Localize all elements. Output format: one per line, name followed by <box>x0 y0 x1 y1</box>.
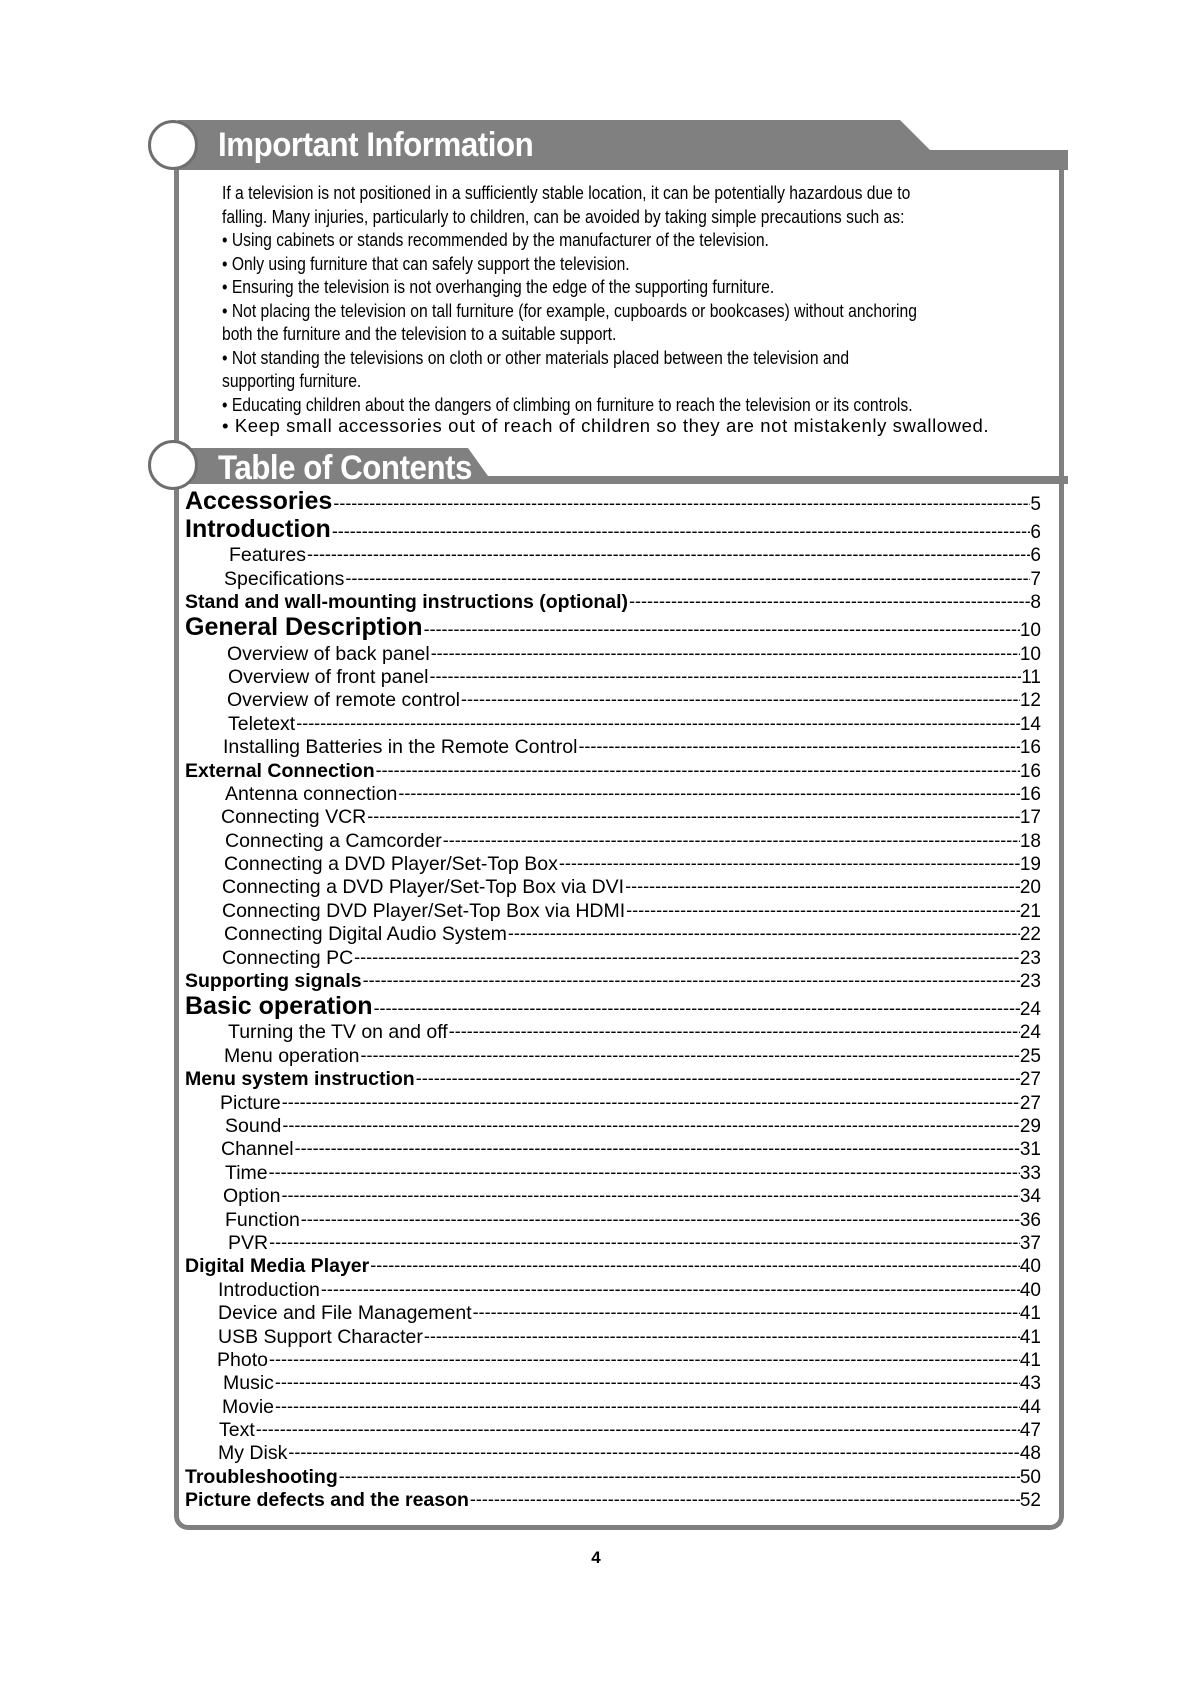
toc-entry[interactable] <box>185 923 1041 946</box>
table-of-contents-title: Table of Contents <box>218 449 473 487</box>
toc-entry-page: 10 <box>1019 643 1041 665</box>
toc-entry[interactable] <box>185 689 1041 712</box>
toc-entry-label: Text <box>219 1419 255 1442</box>
toc-entry-page: 47 <box>1019 1420 1041 1442</box>
toc-entry-page: 11 <box>1021 666 1041 688</box>
toc-leader-dashes <box>339 1465 1020 1488</box>
toc-entry[interactable] <box>185 1044 1041 1067</box>
toc-entry-label: Accessories <box>185 488 333 515</box>
toc-leader-dashes <box>275 1395 1020 1418</box>
toc-leader-dashes <box>508 923 1020 946</box>
toc-entry[interactable] <box>185 1395 1041 1418</box>
toc-entry-page: 41 <box>1019 1303 1041 1325</box>
toc-entry-page: 12 <box>1019 690 1041 712</box>
toc-leader-dashes <box>269 1232 1020 1255</box>
toc-entry-label: Supporting signals <box>185 970 362 993</box>
toc-entry-page: 41 <box>1019 1326 1041 1348</box>
toc-leader-dashes <box>398 783 1019 806</box>
toc-entry-page: 14 <box>1019 713 1041 735</box>
toc-entry-label: Overview of remote control <box>227 689 461 712</box>
toc-entry-label: Introduction <box>218 1278 320 1301</box>
info-line: • Ensuring the television is not overhanging the edge of the supporting furniture. <box>222 277 775 297</box>
toc-entry-label: Overview of front panel <box>228 665 429 688</box>
toc-entry-page: 21 <box>1019 900 1041 922</box>
toc-entry-label: Basic operation <box>185 993 373 1021</box>
toc-entry-label: Connecting a DVD Player/Set-Top Box via DVI <box>222 876 625 899</box>
toc-leader-dashes <box>256 1419 1020 1442</box>
toc-leader-dashes <box>626 899 1020 922</box>
toc-entry-page: 33 <box>1019 1162 1041 1184</box>
toc-leader-dashes <box>367 806 1020 829</box>
toc-leader-dashes <box>461 689 1020 712</box>
header-circle <box>148 440 198 490</box>
toc-entry-page: 48 <box>1019 1443 1041 1465</box>
toc-entry-label: Connecting a DVD Player/Set-Top Box <box>224 853 558 876</box>
toc-entry[interactable] <box>185 806 1041 829</box>
toc-entry-page: 52 <box>1019 1490 1041 1512</box>
toc-leader-dashes <box>282 1091 1020 1114</box>
toc-entry-label: Photo <box>217 1348 268 1371</box>
toc-leader-dashes <box>424 1325 1020 1348</box>
toc-entry-page: 27 <box>1019 1069 1041 1091</box>
toc-entry-label: Sound <box>225 1114 282 1137</box>
toc-leader-dashes <box>361 1044 1020 1067</box>
toc-entry-label: General Description <box>185 614 423 642</box>
toc-entry[interactable] <box>185 1349 1041 1372</box>
toc-leader-dashes <box>333 488 1030 516</box>
toc-entry[interactable] <box>185 1138 1041 1161</box>
toc-entry-page: 8 <box>1030 592 1041 614</box>
toc-entry-page: 22 <box>1019 924 1041 946</box>
toc-entry-page: 16 <box>1019 783 1041 805</box>
toc-entry-label: Menu system instruction <box>185 1068 415 1091</box>
toc-entry[interactable] <box>185 567 1041 590</box>
toc-entry-label: Channel <box>221 1138 294 1161</box>
toc-leader-dashes <box>376 759 1020 782</box>
toc-entry-page: 10 <box>1019 620 1041 642</box>
toc-leader-dashes <box>578 736 1019 759</box>
toc-entry[interactable] <box>185 970 1041 993</box>
table-of-contents <box>185 488 1041 1512</box>
toc-entry-page: 37 <box>1019 1232 1041 1254</box>
toc-entry[interactable] <box>185 591 1041 614</box>
toc-leader-dashes <box>354 946 1020 969</box>
toc-entry[interactable] <box>185 899 1041 922</box>
toc-entry-page: 40 <box>1019 1279 1041 1301</box>
toc-entry[interactable] <box>185 1419 1041 1442</box>
important-information-text <box>222 182 927 417</box>
toc-leader-dashes <box>321 1278 1020 1301</box>
toc-leader-dashes <box>288 1442 1020 1465</box>
toc-entry-page: 34 <box>1019 1186 1041 1208</box>
info-line: • Educating children about the dangers of climbing on furniture to reach the television or its controls. <box>222 394 913 415</box>
toc-leader-dashes <box>269 1161 1020 1184</box>
toc-entry-label: Features <box>229 544 306 567</box>
toc-entry[interactable] <box>185 666 1041 689</box>
info-line: • Only using furniture that can safely support the television. <box>222 253 630 274</box>
toc-entry-page: 16 <box>1019 737 1041 759</box>
info-line: • Using cabinets or stands recommended by the manufacturer of the television. <box>222 230 769 250</box>
info-line: If a television is not positioned in a sufficiently stable location, it can be potentially hazardous due to <box>222 183 911 203</box>
toc-entry-page: 43 <box>1019 1373 1041 1395</box>
toc-entry-label: PVR <box>228 1231 269 1254</box>
toc-leader-dashes <box>370 1255 1020 1278</box>
toc-leader-dashes <box>332 516 1031 544</box>
toc-leader-dashes <box>629 591 1030 614</box>
toc-leader-dashes <box>301 1208 1020 1231</box>
toc-leader-dashes <box>345 567 1030 590</box>
toc-entry-label: Antenna connection <box>225 782 398 805</box>
toc-entry[interactable] <box>185 544 1041 567</box>
toc-entry[interactable] <box>185 712 1041 735</box>
toc-entry[interactable] <box>185 853 1041 876</box>
toc-leader-dashes <box>374 993 1020 1021</box>
toc-leader-dashes <box>559 853 1020 876</box>
info-line: • Not standing the televisions on cloth or other materials placed between the television and <box>222 347 850 368</box>
toc-entry-page: 6 <box>1030 545 1041 567</box>
toc-entry-label: Overview of back panel <box>227 642 430 665</box>
toc-entry-page: 41 <box>1019 1349 1041 1371</box>
toc-leader-dashes <box>473 1302 1020 1325</box>
toc-entry[interactable] <box>185 1232 1041 1255</box>
toc-leader-dashes <box>275 1372 1020 1395</box>
toc-entry-page: 19 <box>1019 854 1041 876</box>
toc-entry-page: 6 <box>1030 522 1041 543</box>
important-information-last-line: • Keep small accessories out of reach of children so they are not mistakenly swallowed. <box>222 415 990 436</box>
important-information-header <box>148 120 1068 170</box>
toc-entry[interactable] <box>185 993 1041 1021</box>
toc-leader-dashes <box>295 1138 1020 1161</box>
toc-entry[interactable] <box>185 1302 1041 1325</box>
toc-entry-label: Installing Batteries in the Remote Control <box>223 736 578 759</box>
toc-entry-label: Connecting VCR <box>221 806 367 829</box>
toc-entry-label: Connecting a Camcorder <box>225 829 442 852</box>
toc-entry[interactable] <box>185 1489 1041 1512</box>
toc-leader-dashes <box>269 1349 1020 1372</box>
toc-leader-dashes <box>424 614 1020 642</box>
toc-entry[interactable] <box>185 1021 1041 1044</box>
toc-entry[interactable] <box>185 614 1041 642</box>
toc-entry-page: 25 <box>1019 1045 1041 1067</box>
toc-entry-page: 24 <box>1019 1022 1041 1044</box>
toc-entry[interactable] <box>185 1115 1041 1138</box>
toc-leader-dashes <box>431 642 1020 665</box>
toc-leader-dashes <box>416 1068 1020 1091</box>
toc-entry-label: Picture <box>220 1091 281 1114</box>
header-circle <box>148 120 198 170</box>
toc-entry-page: 50 <box>1019 1466 1041 1488</box>
toc-entry-page: 36 <box>1019 1209 1041 1231</box>
toc-entry[interactable] <box>185 516 1041 544</box>
page-number: 4 <box>591 1548 601 1567</box>
toc-entry-label: Option <box>223 1185 281 1208</box>
toc-entry-label: Connecting DVD Player/Set-Top Box via HDMI <box>222 899 626 922</box>
toc-entry-label: Turning the TV on and off <box>228 1021 448 1044</box>
info-line: • Not placing the television on tall furniture (for example, cupboards or bookcases) without anchoring <box>222 300 917 321</box>
toc-leader-dashes <box>470 1489 1020 1512</box>
toc-entry-label: Time <box>225 1161 268 1184</box>
toc-entry[interactable] <box>185 946 1041 969</box>
info-line: both the furniture and the television to a suitable support. <box>222 324 617 344</box>
toc-entry-page: 23 <box>1019 971 1041 993</box>
toc-entry[interactable] <box>185 1091 1041 1114</box>
toc-entry-page: 44 <box>1019 1396 1041 1418</box>
info-line: falling. Many injuries, particularly to children, can be avoided by taking simple precautions such as: <box>222 206 905 227</box>
toc-entry[interactable] <box>185 1255 1041 1278</box>
toc-entry[interactable] <box>185 1208 1041 1231</box>
toc-entry-page: 24 <box>1019 999 1041 1021</box>
toc-entry[interactable] <box>185 1068 1041 1091</box>
toc-entry-page: 18 <box>1019 830 1041 852</box>
toc-entry-page: 20 <box>1019 877 1041 899</box>
toc-leader-dashes <box>449 1021 1020 1044</box>
toc-entry-label: Connecting PC <box>222 946 354 969</box>
toc-entry[interactable] <box>185 783 1041 806</box>
toc-leader-dashes <box>296 712 1020 735</box>
toc-entry[interactable] <box>185 736 1041 759</box>
toc-entry-page: 40 <box>1019 1256 1041 1278</box>
toc-entry-page: 29 <box>1019 1115 1041 1137</box>
toc-entry-page: 27 <box>1019 1092 1041 1114</box>
toc-entry-page: 16 <box>1019 760 1041 782</box>
toc-entry-label: Introduction <box>185 516 331 543</box>
toc-entry-label: Digital Media Player <box>185 1255 370 1278</box>
toc-entry-label: Function <box>225 1208 300 1231</box>
toc-entry-page: 23 <box>1019 947 1041 969</box>
info-line: supporting furniture. <box>222 371 362 391</box>
toc-entry[interactable] <box>185 1278 1041 1301</box>
toc-entry-label: Picture defects and the reason <box>185 1489 469 1512</box>
toc-leader-dashes <box>281 1185 1019 1208</box>
toc-leader-dashes <box>307 544 1030 567</box>
toc-entry[interactable] <box>185 1372 1041 1395</box>
toc-entry-label: Stand and wall-mounting instructions (optional) <box>185 591 629 614</box>
toc-entry-page: 7 <box>1030 568 1041 590</box>
toc-leader-dashes <box>282 1115 1019 1138</box>
toc-entry-label: Movie <box>222 1395 275 1418</box>
toc-leader-dashes <box>363 970 1020 993</box>
toc-entry-label: Music <box>223 1372 274 1395</box>
toc-entry-label: Troubleshooting <box>185 1465 338 1488</box>
toc-entry-label: Specifications <box>224 567 345 590</box>
toc-entry[interactable] <box>185 1325 1041 1348</box>
toc-entry-label: My Disk <box>218 1442 288 1465</box>
toc-entry[interactable] <box>185 829 1041 852</box>
toc-entry[interactable] <box>185 642 1041 665</box>
toc-entry-label: Teletext <box>228 712 296 735</box>
toc-entry[interactable] <box>185 1185 1041 1208</box>
toc-entry-label: Menu operation <box>224 1044 360 1067</box>
toc-entry[interactable] <box>185 488 1041 516</box>
toc-entry[interactable] <box>185 759 1041 782</box>
toc-entry-label: External Connection <box>185 759 375 782</box>
toc-entry[interactable] <box>185 1161 1041 1184</box>
toc-entry[interactable] <box>185 1442 1041 1465</box>
toc-entry[interactable] <box>185 1465 1041 1488</box>
toc-entry-label: Device and File Management <box>218 1302 472 1325</box>
toc-entry-page: 31 <box>1019 1139 1041 1161</box>
table-of-contents-header <box>148 440 1068 490</box>
important-information-title: Important Information <box>218 126 534 164</box>
toc-entry[interactable] <box>185 876 1041 899</box>
toc-entry-page: 17 <box>1019 807 1041 829</box>
toc-leader-dashes <box>430 666 1022 689</box>
toc-leader-dashes <box>625 876 1020 899</box>
toc-leader-dashes <box>443 829 1020 852</box>
toc-entry-label: Connecting Digital Audio System <box>224 923 507 946</box>
toc-entry-page: 5 <box>1030 494 1041 515</box>
toc-entry-label: USB Support Character <box>218 1325 423 1348</box>
